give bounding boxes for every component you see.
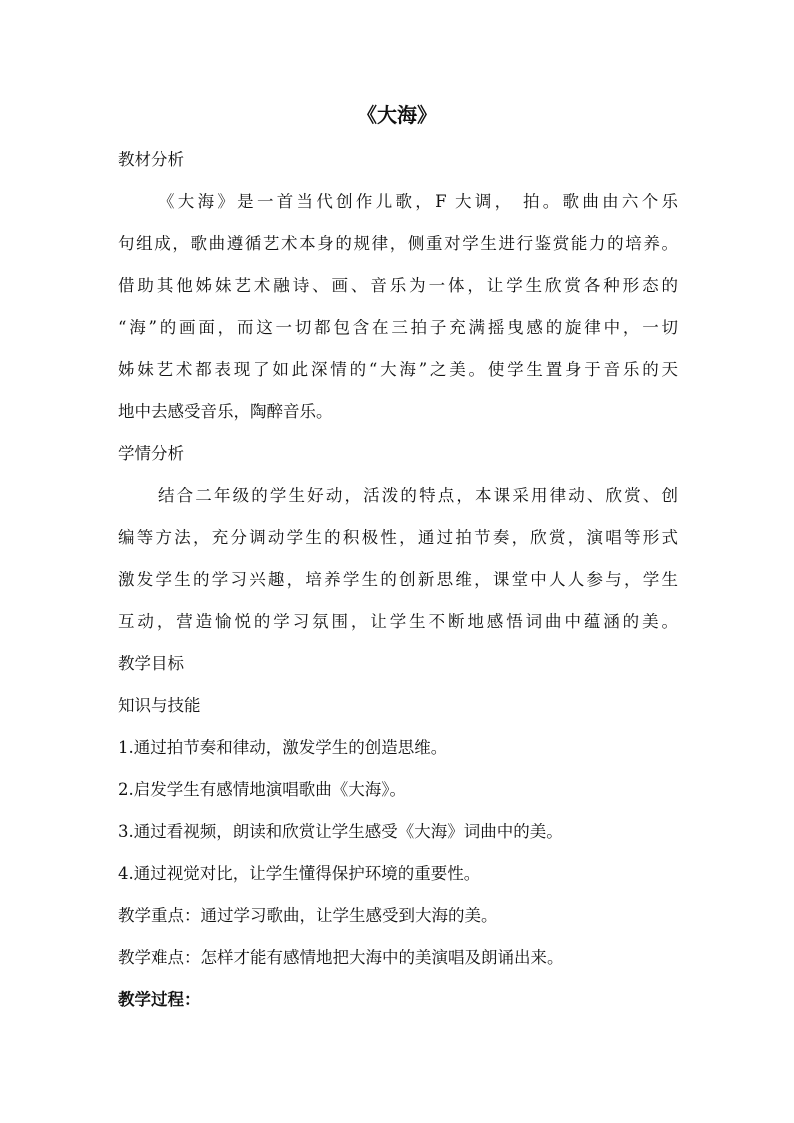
goal-item: 2.启发学生有感情地演唱歌曲《大海》。 (118, 780, 406, 799)
goal-item: 1.通过拍节奏和律动，激发学生的创造思维。 (118, 738, 448, 757)
paragraph-line: 句组成，歌曲遵循艺术本身的规律，侧重对学生进行鉴赏能力的培养。 (118, 234, 678, 253)
process-heading: 教学过程： (118, 990, 201, 1009)
section-heading-students: 学情分析 (118, 444, 184, 463)
paragraph-line: 结合二年级的学生好动，活泼的特点，本课采用律动、欣赏、创 (158, 486, 678, 505)
paragraph-line: 互动，营造愉悦的学习氛围，让学生不断地感悟词曲中蕴涵的美。 (118, 612, 678, 631)
goal-item: 4.通过视觉对比，让学生懂得保护环境的重要性。 (118, 864, 481, 883)
paragraph-line: 地中去感受音乐，陶醉音乐。 (118, 402, 333, 421)
paragraph-line: 《大海》是一首当代创作儿歌，F 大调， 拍。歌曲由六个乐 (158, 192, 678, 211)
paragraph-line: “海”的画面，而这一切都包含在三拍子充满摇曳感的旋律中，一切 (118, 318, 678, 337)
paragraph-line: 姊妹艺术都表现了如此深情的“大海”之美。使学生置身于音乐的天 (118, 360, 678, 379)
document-title: 《大海》 (357, 103, 437, 127)
goal-item: 3.通过看视频，朗读和欣赏让学生感受《大海》词曲中的美。 (118, 822, 563, 841)
paragraph-line: 编等方法，充分调动学生的积极性，通过拍节奏，欣赏，演唱等形式 (118, 528, 678, 547)
section-heading-material: 教材分析 (118, 150, 184, 169)
key-point: 教学重点：通过学习歌曲，让学生感受到大海的美。 (118, 906, 498, 925)
section-heading-goals: 教学目标 (118, 654, 184, 673)
subsection-heading-skills: 知识与技能 (118, 696, 201, 715)
paragraph-line: 借助其他姊妹艺术融诗、画、音乐为一体，让学生欣赏各种形态的 (118, 276, 678, 295)
difficulty-point: 教学难点：怎样才能有感情地把大海中的美演唱及朗诵出来。 (118, 948, 564, 967)
paragraph-line: 激发学生的学习兴趣，培养学生的创新思维，课堂中人人参与，学生 (118, 570, 678, 589)
